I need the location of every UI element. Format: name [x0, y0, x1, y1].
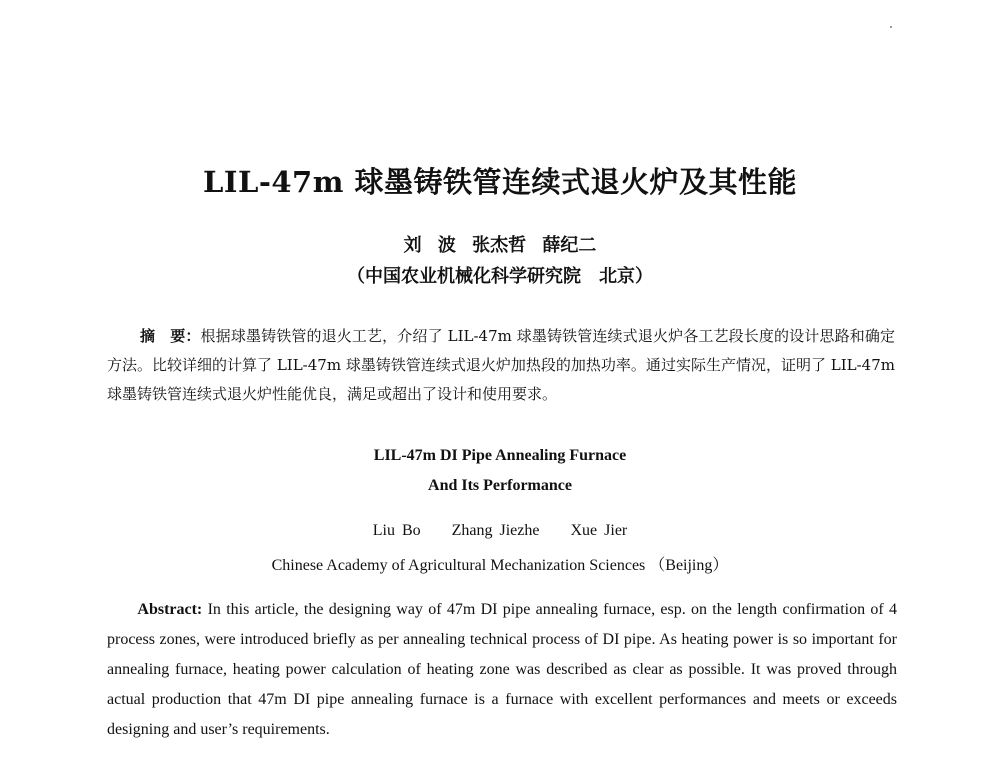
chinese-authors [0, 231, 1000, 257]
english-abstract-label: Abstract: [137, 601, 203, 618]
english-author: Xue Jier [570, 522, 628, 539]
english-author: Liu Bo [372, 522, 421, 539]
chinese-title: LIL-47m 球墨铸铁管连续式退火炉及其性能 [202, 165, 798, 199]
english-abstract [107, 595, 897, 745]
english-authors [0, 522, 1000, 540]
chinese-affiliation: （中国农业机械化科学研究院 北京） [347, 266, 653, 287]
english-affiliation: Chinese Academy of Agricultural Mechanization Sciences （Beijing） [271, 557, 729, 574]
english-title-line2: And Its Performance [428, 477, 572, 494]
chinese-abstract-text: 根据球墨铸铁管的退火工艺，介绍了 LIL-47m 球墨铸铁管连续式退火炉各工艺段长度的设计思路和确定方法。比较详细的计算了 LIL-47m 球墨铸铁管连续式退火炉加热段的加热功率。通过实际生产情况，证明了 LIL-47m 球墨铸铁管连续式退火炉性能优良，满足或超出了设计和使用要求。 [107, 327, 895, 403]
chinese-author: 薛纪二 [542, 235, 597, 256]
chinese-abstract [107, 322, 895, 409]
english-abstract-text: In this article, the designing way of 47m DI pipe annealing furnace, esp. on the length confirmation of 4 process zones, were introduced briefly as per annealing technical process of DI pipe. As heating power is so important for annealing furnace, heating power calculation of heating zone was described as clear as possible. It was proved through actual production that 47m DI pipe annealing furnace is a furnace with excellent performances and meets or exceeds designing and user’s requirements. [107, 601, 898, 738]
chinese-author: 张杰哲 [472, 235, 527, 256]
english-title-line1: LIL-47m DI Pipe Annealing Furnace [373, 447, 627, 464]
scan-speck [890, 26, 892, 28]
chinese-author: 刘 波 [403, 235, 456, 256]
chinese-abstract-label: 摘 要： [140, 327, 201, 345]
english-author: Zhang Jiezhe [451, 522, 540, 539]
